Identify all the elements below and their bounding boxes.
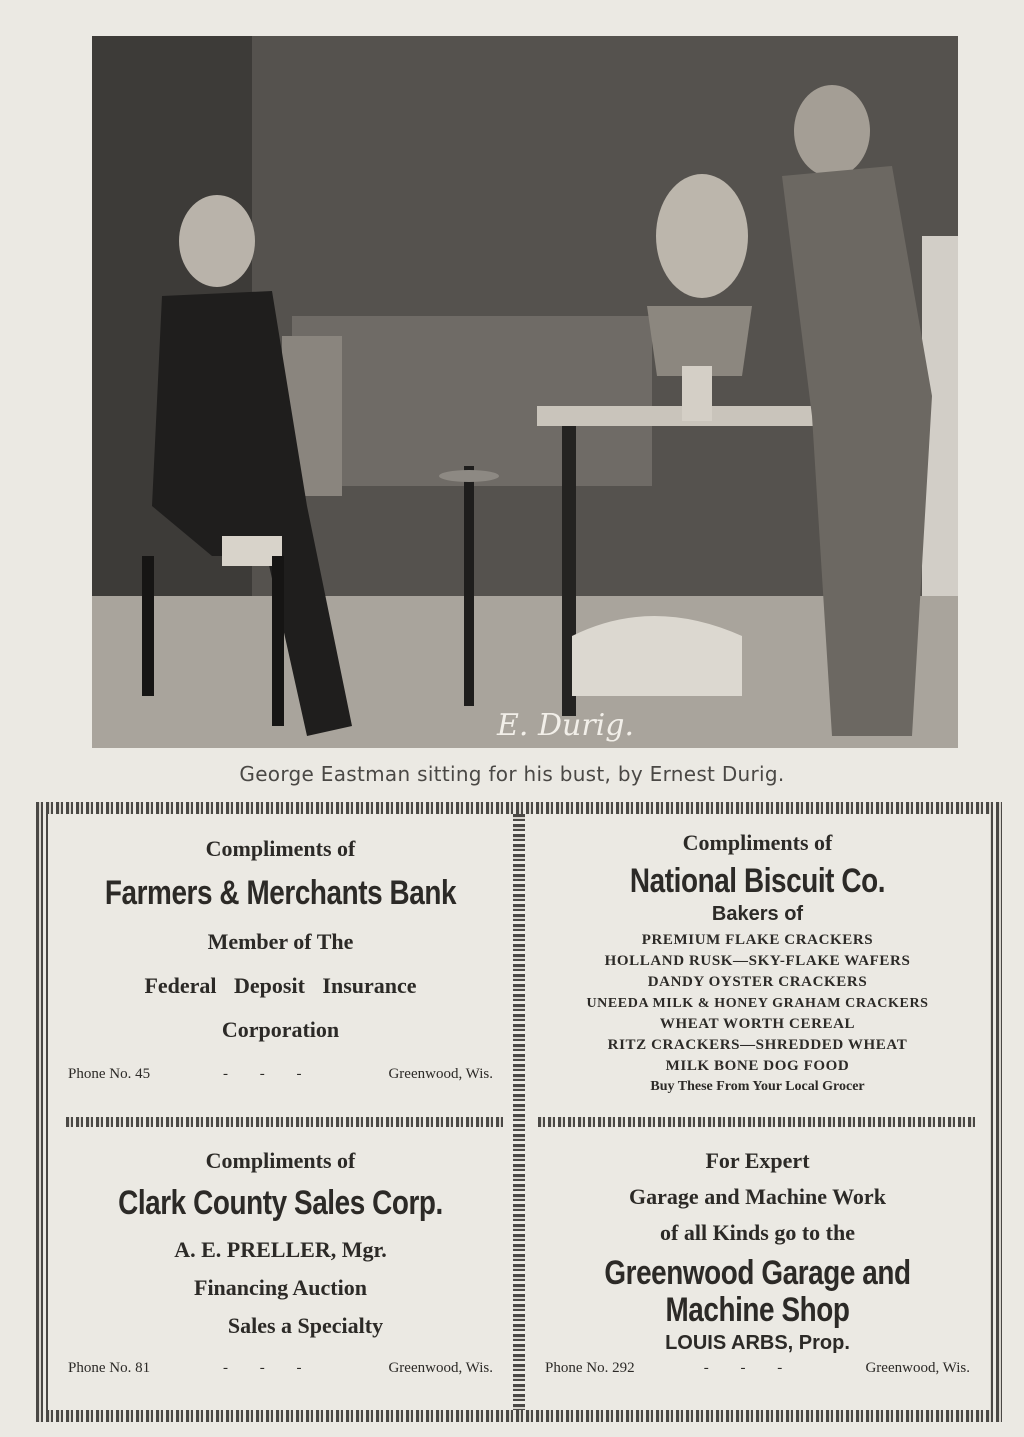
biscuit-product: DANDY OYSTER CRACKERS <box>647 974 868 990</box>
garage-name-line2: Machine Shop <box>665 1291 850 1329</box>
sales-dashes: - - - <box>223 1360 316 1376</box>
sales-compliments: Compliments of <box>205 1148 356 1173</box>
garage-name-line1: Greenwood Garage and <box>604 1254 911 1292</box>
bank-corporation-line: Corporation <box>221 1017 340 1042</box>
biscuit-product: HOLLAND RUSK—SKY-FLAKE WAFERS <box>604 953 911 969</box>
bank-dashes: - - - <box>223 1066 316 1082</box>
biscuit-product: PREMIUM FLAKE CRACKERS <box>641 932 874 948</box>
ad-national-biscuit <box>525 814 990 1114</box>
bank-member-line: Member of The <box>207 929 354 954</box>
garage-location: Greenwood, Wis. <box>865 1360 970 1376</box>
ad-farmers-merchants-bank <box>48 814 513 1114</box>
bank-name: Farmers & Merchants Bank <box>104 874 457 912</box>
sales-phone: Phone No. 81 <box>68 1360 151 1376</box>
sales-specialty-line: Sales a Specialty <box>227 1313 384 1338</box>
bank-compliments: Compliments of <box>205 836 356 861</box>
bank-phone: Phone No. 45 <box>68 1066 151 1082</box>
biscuit-product: WHEAT WORTH CEREAL <box>659 1016 856 1032</box>
eastman-photo <box>92 36 958 748</box>
bank-phone-row <box>68 1066 493 1083</box>
biscuit-bakers: Bakers of <box>711 903 804 925</box>
photo-signature: E. Durig. <box>497 708 635 743</box>
garage-work-line: Garage and Machine Work <box>629 1184 886 1209</box>
garage-phone: Phone No. 292 <box>545 1360 635 1376</box>
garage-phone-row <box>545 1360 970 1377</box>
sales-location: Greenwood, Wis. <box>388 1360 493 1376</box>
garage-proprietor: LOUIS ARBS, Prop. <box>665 1332 850 1354</box>
garage-kinds-line: of all Kinds go to the <box>660 1220 855 1245</box>
photo-illustration <box>92 36 958 748</box>
biscuit-product: MILK BONE DOG FOOD <box>665 1058 850 1074</box>
biscuit-product: RITZ CRACKERS—SHREDDED WHEAT <box>607 1037 908 1053</box>
photo-caption: George Eastman sitting for his bust, by Ernest Durig. <box>239 762 785 786</box>
garage-expert-line: For Expert <box>705 1148 810 1173</box>
sales-financing-line: Financing Auction <box>194 1275 367 1300</box>
sales-phone-row <box>68 1360 493 1377</box>
biscuit-tagline: Buy These From Your Local Grocer <box>650 1079 865 1094</box>
bank-location: Greenwood, Wis. <box>388 1066 493 1082</box>
garage-dashes: - - - <box>703 1360 797 1376</box>
ad-horizontal-divider-right <box>538 1117 978 1127</box>
biscuit-compliments: Compliments of <box>682 830 833 855</box>
ad-greenwood-garage <box>525 1128 990 1412</box>
biscuit-product: UNEEDA MILK & HONEY GRAHAM CRACKERS <box>586 996 929 1011</box>
biscuit-product-list <box>525 930 990 1077</box>
ad-vertical-divider <box>513 814 525 1410</box>
bank-fdic-line: Federal Deposit Insurance <box>144 973 417 998</box>
sales-name: Clark County Sales Corp. <box>118 1184 443 1222</box>
sales-manager: A. E. PRELLER, Mgr. <box>174 1237 387 1262</box>
biscuit-name: National Biscuit Co. <box>629 862 886 900</box>
ad-grid <box>36 802 1002 1422</box>
ad-horizontal-divider-left <box>66 1117 506 1127</box>
ad-clark-county-sales <box>48 1128 513 1412</box>
